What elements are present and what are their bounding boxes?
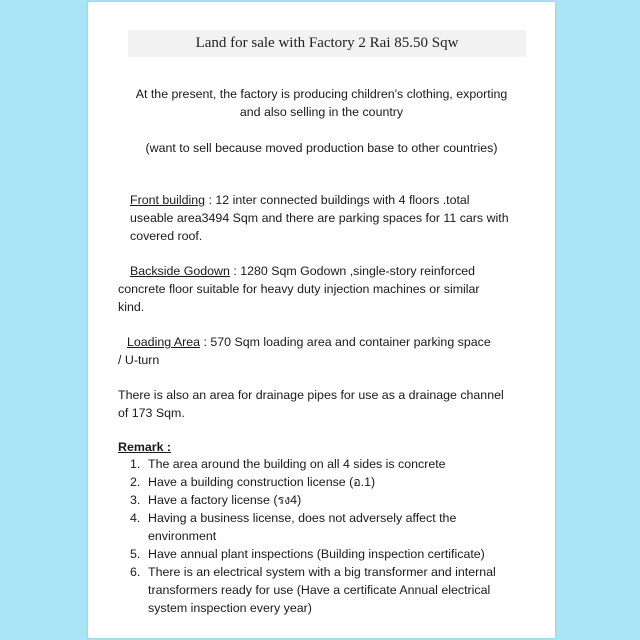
remark-text: The area around the building on all 4 sides is concrete (148, 457, 446, 471)
remark-item (118, 473, 496, 491)
remark-number: 2. (130, 475, 141, 489)
backside-godown-line-3: kind. (118, 300, 145, 314)
drainage-line-2: of 173 Sqm. (118, 406, 185, 420)
front-building-label: Front building (130, 193, 206, 207)
loading-area-line-2: / U-turn (118, 353, 160, 367)
remark-item (118, 455, 496, 473)
front-building-text: : 12 inter connected buildings with 4 floors .total (205, 193, 470, 207)
remark-text: Have a factory license (รง4) (148, 493, 302, 507)
intro-line-2: and also selling in the country (239, 105, 404, 119)
document-title: Land for sale with Factory 2 Rai 85.50 Sqw (128, 30, 526, 57)
front-building-line-2: useable area3494 Sqm and there are parking spaces for 11 cars with (130, 211, 509, 225)
remark-number: 6. (130, 565, 141, 579)
remark-text: There is an electrical system with a big transformer and internal (148, 565, 496, 579)
remark-text: environment (148, 529, 217, 543)
remark-item (118, 545, 496, 563)
remark-text: system inspection every year) (148, 601, 312, 615)
remark-text: Having a business license, does not adversely affect the (148, 511, 457, 525)
backside-godown-line-1 (130, 262, 475, 280)
drainage-line-1: There is also an area for drainage pipes for use as a drainage channel (118, 388, 504, 402)
backside-godown-line-2: concrete floor suitable for heavy duty injection machines or similar (118, 282, 480, 296)
reason-text: (want to sell because moved production base to other countries) (145, 141, 498, 155)
backside-godown-label: Backside Godown (130, 264, 230, 278)
remark-number: 5. (130, 547, 141, 561)
remark-text: Have a building construction license (อ.1) (148, 475, 376, 489)
remark-number: 1. (130, 457, 141, 471)
remark-text: Have annual plant inspections (Building inspection certificate) (148, 547, 485, 561)
intro-line-1: At the present, the factory is producing children's clothing, exporting (135, 87, 508, 101)
front-building-line-3: covered roof. (130, 229, 203, 243)
loading-area-line-1 (127, 333, 491, 351)
remark-number: 4. (130, 511, 141, 525)
document-page (88, 2, 555, 638)
loading-area-text: : 570 Sqm loading area and container parking space (200, 335, 491, 349)
remark-text: transformers ready for use (Have a certificate Annual electrical (148, 583, 491, 597)
remark-list (118, 455, 496, 617)
backside-godown-text: : 1280 Sqm Godown ,single-story reinforced (229, 264, 476, 278)
remark-number: 3. (130, 493, 141, 507)
loading-area-label: Loading Area (127, 335, 201, 349)
remark-item (118, 563, 496, 617)
remark-heading: Remark : (118, 440, 172, 454)
remark-item (118, 491, 496, 509)
remark-item (118, 509, 496, 545)
front-building-line-1 (130, 191, 470, 209)
